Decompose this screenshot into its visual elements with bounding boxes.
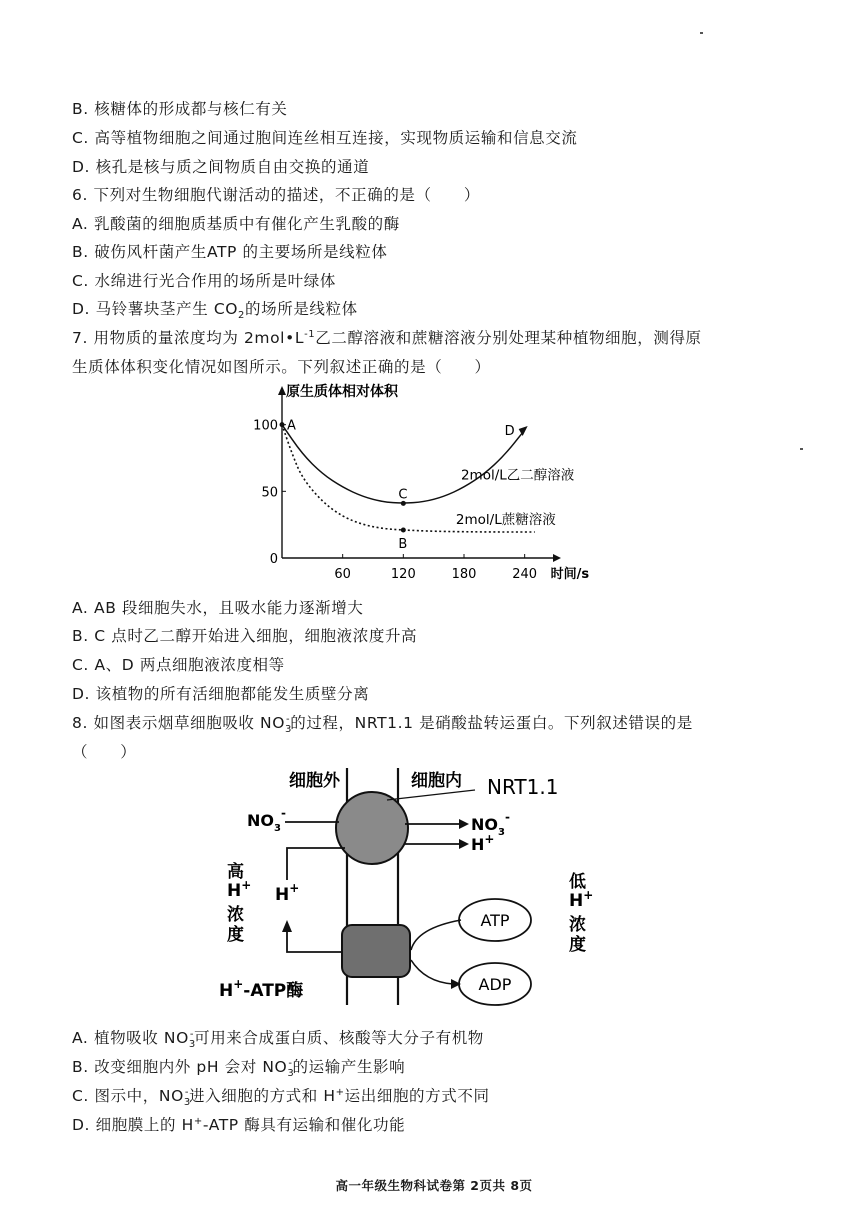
option-6d: D. 马铃薯块茎产生 $CO_2$的场所是线粒体	[72, 300, 358, 322]
option-6b: B. 破伤风杆菌产生ATP 的主要场所是线粒体	[72, 243, 388, 261]
option-5b: B. 核糖体的形成都与核仁有关	[72, 100, 288, 118]
nitrate-transport-diagram	[205, 760, 625, 1010]
option-5c: C. 高等植物细胞之间通过胞间连丝相互连接，实现物质运输和信息交流	[72, 129, 578, 147]
y-tick-label: 0	[269, 552, 278, 567]
h-pump-arrow-line	[287, 930, 341, 952]
option-6a: A. 乳酸菌的细胞质基质中有催化产生乳酸的酶	[72, 215, 400, 233]
option-7b: B. C 点时乙二醇开始进入细胞，细胞液浓度升高	[72, 627, 418, 645]
option-8c: C. 图示中，$NO_3^-$进入细胞的方式和 H+运出细胞的方式不同	[72, 1086, 490, 1109]
no3-outside-label: $NO_3^-$	[247, 806, 286, 834]
x-tick-label: 60	[334, 567, 351, 582]
nrt-pointer-line	[387, 790, 475, 800]
no3-arrowhead	[459, 819, 469, 829]
question-6: 6. 下列对生物细胞代谢活动的描述，不正确的是（ ）	[72, 186, 480, 204]
option-7a: A. AB 段细胞失水，且吸水能力逐渐增大	[72, 599, 364, 617]
inside-label: 细胞内	[411, 771, 462, 791]
high-h-label: 高 H+ 浓 度	[227, 862, 252, 945]
question-8-cont: （ ）	[72, 743, 137, 761]
point-a-label: A	[287, 418, 296, 434]
scan-speck	[800, 448, 803, 450]
option-5d: D. 核孔是核与质之间物质自由交换的通道	[72, 158, 370, 176]
no3-inside-label: $NO_3^-$	[471, 810, 510, 838]
h-pump-arrowhead	[282, 920, 292, 932]
protoplast-volume-chart	[253, 380, 590, 582]
x-axis-arrow	[553, 554, 561, 562]
point-b-marker	[401, 528, 406, 533]
option-7d: D. 该植物的所有活细胞都能发生质壁分离	[72, 685, 370, 703]
option-8b: B. 改变细胞内外 pH 会对 $NO_3^-$的运输产生影响	[72, 1057, 406, 1080]
point-d-label: D	[504, 424, 515, 439]
question-8: 8. 如图表示烟草细胞吸收 $NO_3^-$的过程，NRT1.1 是硝酸盐转运蛋白。下列叙述错误的是	[72, 713, 693, 736]
h-cycle-line	[287, 848, 345, 880]
series-label-1: 2mol/L乙二醇溶液	[460, 467, 575, 484]
x-tick-label: 240	[512, 567, 538, 582]
pump-to-adp-arrow	[411, 960, 453, 984]
h-outside-label: H+	[275, 881, 300, 905]
y-tick-label: 100	[253, 418, 278, 434]
point-d-arrow	[519, 426, 528, 436]
adp-label: ADP	[478, 975, 512, 994]
question-7: 7. 用物质的量浓度均为 $2mol•L^{-1}$乙二醇溶液和蔗糖溶液分别处理某种植物细胞，测得原	[72, 328, 702, 347]
atp-label: ATP	[480, 911, 510, 930]
outside-label: 细胞外	[289, 771, 340, 791]
h-in-arrowhead	[459, 839, 469, 849]
atp-to-pump-arrow	[411, 920, 461, 950]
y-tick-label: 50	[261, 485, 278, 501]
h-inside-label: H+	[471, 832, 495, 854]
y-axis-title: 原生质体相对体积	[286, 384, 398, 400]
page-footer: 高一年级生物科试卷第 2页共 8页	[335, 1178, 533, 1193]
scan-speck	[700, 32, 703, 34]
point-c-label: C	[398, 487, 408, 503]
x-axis-title: 时间/s	[550, 567, 590, 582]
series-label-2: 2mol/L蔗糖溶液	[455, 512, 556, 528]
point-a-marker	[280, 422, 285, 427]
option-6c: C. 水绵进行光合作用的场所是叶绿体	[72, 272, 336, 290]
question-7-cont: 生质体体积变化情况如图所示。下列叙述正确的是（ ）	[72, 358, 491, 376]
nrt-label: NRT1.1	[487, 775, 559, 799]
option-7c: C. A、D 两点细胞液浓度相等	[72, 656, 285, 674]
option-8d: D. 细胞膜上的 H+-ATP 酶具有运输和催化功能	[72, 1115, 406, 1134]
y-axis-arrow	[278, 386, 286, 395]
h-atpase-label: H+-ATP酶	[219, 977, 304, 1001]
point-b-label: B	[398, 537, 408, 552]
x-tick-label: 180	[451, 567, 477, 582]
option-8a: A. 植物吸收 $NO_3^-$可用来合成蛋白质、核酸等大分子有机物	[72, 1028, 484, 1051]
h-atpase-pump	[342, 925, 410, 977]
nrt-transporter	[336, 792, 408, 864]
low-h-label: 低 H+ 浓 度	[569, 872, 594, 955]
x-tick-label: 120	[390, 567, 416, 582]
